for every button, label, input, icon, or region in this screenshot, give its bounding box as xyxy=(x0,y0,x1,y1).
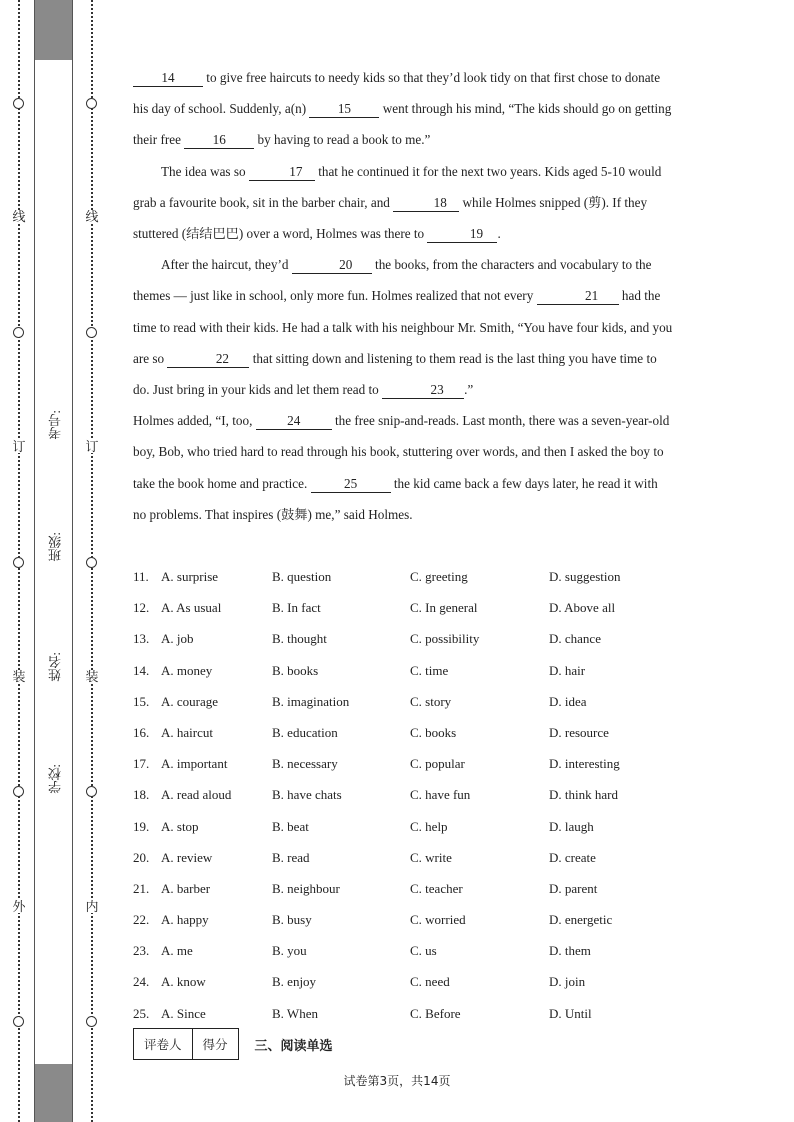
blank-23: 23 xyxy=(382,382,464,399)
passage-text: After the haircut, they’d xyxy=(161,257,289,273)
score-cell: 得分 xyxy=(192,1029,238,1060)
option-a[interactable]: A. courage xyxy=(161,693,219,709)
circle-mark xyxy=(86,1016,97,1027)
option-d[interactable]: D. think hard xyxy=(549,787,618,803)
circle-mark xyxy=(13,557,24,568)
question-row xyxy=(133,998,693,1029)
question-number: 14. xyxy=(133,662,150,678)
page-footer: 试卷第3页，共14页 xyxy=(343,1074,451,1088)
passage-paragraph-1 xyxy=(133,62,673,156)
option-c[interactable]: C. worried xyxy=(410,912,466,928)
question-row xyxy=(133,717,693,748)
option-c[interactable]: C. help xyxy=(410,818,448,834)
option-a[interactable]: A. haircut xyxy=(161,724,213,740)
option-c[interactable]: C. Before xyxy=(410,1005,461,1021)
question-row xyxy=(133,561,693,592)
question-number: 23. xyxy=(133,943,150,959)
option-d[interactable]: D. chance xyxy=(549,631,601,647)
passage-paragraph-2 xyxy=(133,156,673,250)
option-a[interactable]: A. surprise xyxy=(161,569,219,584)
passage-text: went through his mind, “The kids should go on getting their free xyxy=(133,101,672,148)
question-number: 24. xyxy=(133,974,150,990)
question-row xyxy=(133,842,693,873)
option-c[interactable]: C. us xyxy=(410,943,437,959)
circle-mark xyxy=(86,98,97,109)
option-d[interactable]: D. create xyxy=(549,849,596,865)
class-label: 班级: xyxy=(48,532,63,562)
option-d[interactable]: D. suggestion xyxy=(549,569,621,584)
circle-mark xyxy=(86,327,97,338)
option-c[interactable]: C. need xyxy=(410,974,450,990)
question-row xyxy=(133,779,693,810)
circle-mark xyxy=(86,557,97,568)
question-row xyxy=(133,686,693,717)
passage-paragraph-3 xyxy=(133,249,673,405)
blank-24: 24 xyxy=(256,413,332,430)
option-a[interactable]: A. money xyxy=(161,662,213,678)
option-d[interactable]: D. them xyxy=(549,943,591,959)
option-a[interactable]: A. stop xyxy=(161,818,199,834)
blank-25: 25 xyxy=(311,476,391,493)
option-d[interactable]: D. idea xyxy=(549,693,587,709)
question-row xyxy=(133,592,693,623)
question-number: 18. xyxy=(133,787,150,803)
circle-mark xyxy=(13,1016,24,1027)
question-number: 20. xyxy=(133,849,150,865)
option-b[interactable]: B. In fact xyxy=(272,600,321,616)
passage-text: to give free haircuts to needy kids so that they’d look tidy on that first chose to donate his day of school. Suddenly, a(n) xyxy=(133,70,661,117)
option-a[interactable]: A. review xyxy=(161,849,213,865)
option-b[interactable]: B. neighbour xyxy=(272,880,340,896)
question-options xyxy=(133,561,693,1029)
option-b[interactable]: B. you xyxy=(272,943,307,959)
question-row xyxy=(133,655,693,686)
option-b[interactable]: B. enjoy xyxy=(272,974,317,990)
option-d[interactable]: D. resource xyxy=(549,724,609,740)
reviewer-cell: 评卷人 xyxy=(134,1029,193,1060)
margin-border-right xyxy=(72,0,73,1122)
circle-mark xyxy=(13,98,24,109)
option-b[interactable]: B. imagination xyxy=(272,693,350,709)
option-d[interactable]: D. Until xyxy=(549,1005,592,1021)
option-a[interactable]: A. happy xyxy=(161,912,209,928)
circle-mark xyxy=(13,786,24,797)
question-number: 11. xyxy=(133,569,149,584)
passage-text: that he continued it for the next two years. Kids aged 5-10 would grab a favourite book, sit in the barber chair, and xyxy=(133,163,662,210)
option-c[interactable]: C. books xyxy=(410,724,457,740)
margin-char-wai: 外 xyxy=(12,899,26,914)
passage-text: The idea was so xyxy=(161,163,246,179)
section-title: 三、阅读单选 xyxy=(254,1038,333,1054)
option-a[interactable]: A. know xyxy=(161,974,206,990)
question-row xyxy=(133,811,693,842)
passage-paragraph-4 xyxy=(133,405,673,530)
option-c[interactable]: C. teacher xyxy=(410,880,463,896)
option-d[interactable]: D. Above all xyxy=(549,600,616,616)
question-number: 19. xyxy=(133,818,150,834)
option-d[interactable]: D. interesting xyxy=(549,756,620,772)
margin-char-xian: 线 xyxy=(85,209,99,224)
option-c[interactable]: C. have fun xyxy=(410,787,471,803)
margin-char-zhuang: 装 xyxy=(85,669,99,684)
option-a[interactable]: A. me xyxy=(161,943,193,959)
blank-21: 21 xyxy=(537,288,619,305)
circle-mark xyxy=(86,786,97,797)
option-c[interactable]: C. time xyxy=(410,662,449,678)
question-number: 16. xyxy=(133,724,150,740)
score-table xyxy=(133,1028,239,1060)
option-a[interactable]: A. barber xyxy=(161,880,211,896)
margin-char-zhuang: 装 xyxy=(12,669,26,684)
question-row xyxy=(133,873,693,904)
margin-char-nei: 内 xyxy=(85,899,99,914)
question-number: 22. xyxy=(133,912,150,928)
option-c[interactable]: C. In general xyxy=(410,600,478,616)
option-b[interactable]: B. have chats xyxy=(272,787,342,803)
question-number: 13. xyxy=(133,631,150,647)
question-row xyxy=(133,966,693,997)
option-a[interactable]: A. important xyxy=(161,756,228,772)
blank-14: 14 xyxy=(133,70,203,87)
question-row xyxy=(133,904,693,935)
cloze-passage xyxy=(133,62,673,530)
passage-text: had the time to read with their kids. He had a talk with his neighbour Mr. Smith, “You have four kids, and you are so xyxy=(133,288,673,366)
blank-15: 15 xyxy=(309,101,379,118)
option-d[interactable]: D. hair xyxy=(549,662,586,678)
passage-text: Holmes added, “I, too, xyxy=(133,413,253,429)
passage-text: while Holmes snipped (剪). If they stuttered (结结巴巴) over a word, Holmes was there to xyxy=(133,194,648,242)
option-a[interactable]: A. As usual xyxy=(161,600,222,616)
question-row xyxy=(133,748,693,779)
option-d[interactable]: D. parent xyxy=(549,880,598,896)
binding-margin xyxy=(0,0,108,1122)
option-b[interactable]: B. thought xyxy=(272,631,327,647)
option-b[interactable]: B. read xyxy=(272,849,310,865)
circle-mark xyxy=(13,327,24,338)
option-b[interactable]: B. question xyxy=(272,569,332,584)
option-c[interactable]: C. greeting xyxy=(410,569,468,584)
passage-text: the kid came back a few days later, he read it with no problems. That inspires (鼓舞) me,” said Holmes. xyxy=(133,475,658,522)
option-b[interactable]: B. education xyxy=(272,724,338,740)
question-row xyxy=(133,935,693,966)
option-a[interactable]: A. job xyxy=(161,631,194,647)
option-b[interactable]: B. beat xyxy=(272,818,309,834)
passage-text: the books, from the characters and vocabulary to the themes — just like in school, only more fun. Holmes realized that not every xyxy=(133,257,652,304)
option-d[interactable]: D. laugh xyxy=(549,818,594,834)
option-a[interactable]: A. read aloud xyxy=(161,787,232,803)
question-number: 12. xyxy=(133,600,150,616)
blank-19: 19 xyxy=(427,226,497,243)
name-label: 姓名: xyxy=(48,652,63,682)
option-b[interactable]: B. When xyxy=(272,1005,318,1021)
option-b[interactable]: B. busy xyxy=(272,912,312,928)
gray-block-top xyxy=(34,0,72,60)
passage-text: . xyxy=(497,226,501,242)
option-a[interactable]: A. Since xyxy=(161,1005,206,1021)
passage-text: the free snip-and-reads. Last month, there was a seven-year-old boy, Bob, who tried hard to read through his book, stuttering over words, and then I asked the boy to take the book home and practice. xyxy=(133,413,670,491)
blank-22: 22 xyxy=(167,351,249,368)
blank-18: 18 xyxy=(393,195,459,212)
option-c[interactable]: C. story xyxy=(410,693,452,709)
option-d[interactable]: D. join xyxy=(549,974,586,990)
question-number: 25. xyxy=(133,1005,150,1021)
option-c[interactable]: C. write xyxy=(410,849,452,865)
blank-20: 20 xyxy=(292,257,372,274)
question-number: 17. xyxy=(133,756,150,772)
question-row xyxy=(133,623,693,654)
school-label: 学校: xyxy=(48,764,63,794)
margin-char-xian: 线 xyxy=(12,209,26,224)
passage-text: .” xyxy=(464,382,474,398)
section-header xyxy=(133,1028,333,1060)
passage-text: that sitting down and listening to them read is the last thing you have time to do. Just bring in your kids and let them read to xyxy=(133,350,657,398)
option-c[interactable]: C. possibility xyxy=(410,631,480,647)
question-number: 15. xyxy=(133,693,150,709)
margin-char-ding: 订 xyxy=(12,439,26,454)
option-b[interactable]: B. necessary xyxy=(272,756,338,772)
passage-text: by having to read a book to me.” xyxy=(257,132,431,148)
margin-char-ding: 订 xyxy=(85,439,99,454)
margin-border-left xyxy=(34,0,35,1122)
option-d[interactable]: D. energetic xyxy=(549,912,613,928)
blank-16: 16 xyxy=(184,132,254,149)
option-c[interactable]: C. popular xyxy=(410,756,465,772)
exam-number-label: 考号: xyxy=(48,410,63,440)
question-number: 21. xyxy=(133,880,150,896)
option-b[interactable]: B. books xyxy=(272,662,319,678)
blank-17: 17 xyxy=(249,164,315,181)
